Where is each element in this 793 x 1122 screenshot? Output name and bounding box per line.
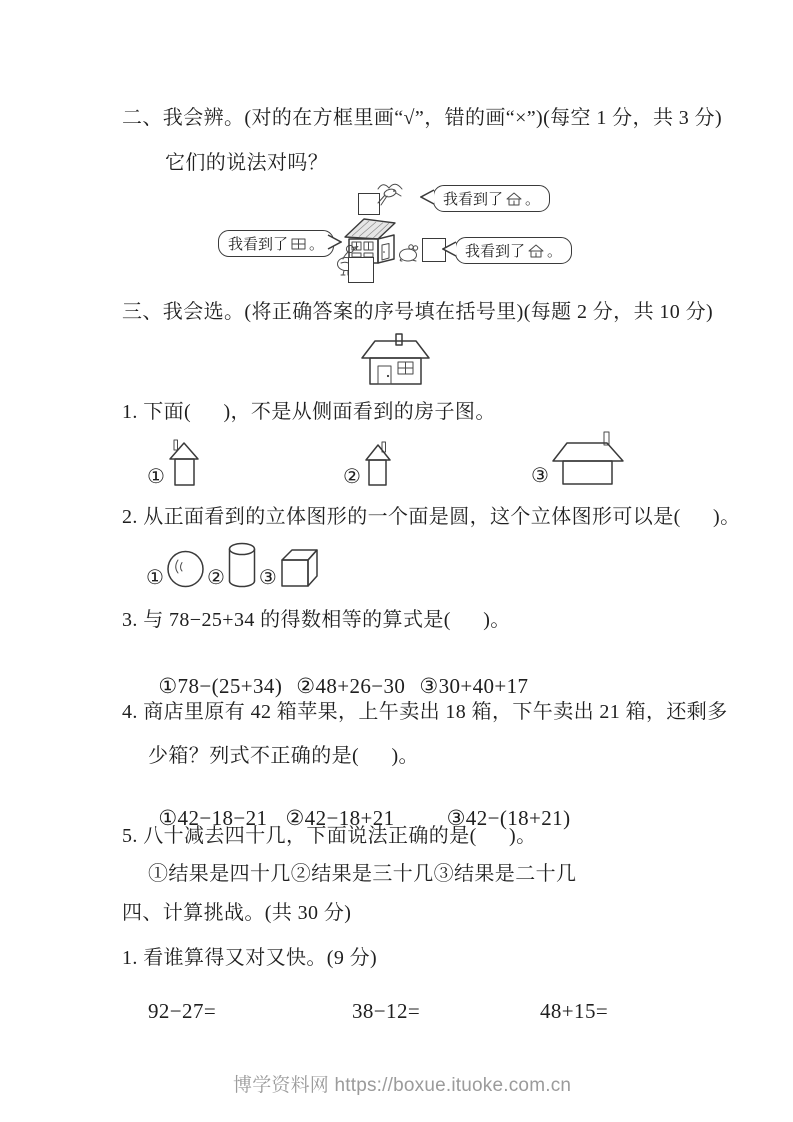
q4-option-2: ②42−18+21	[285, 806, 395, 830]
house-views-illustration	[0, 178, 793, 296]
frog-icon	[398, 242, 420, 262]
bubble-left-text: 我看到了	[228, 237, 289, 253]
bubble-right-period: 。	[547, 244, 563, 260]
bubble-top-period: 。	[525, 192, 541, 208]
section3-heading: 三、我会选。(将正确答案的序号填在括号里)(每题 2 分，共 10 分)	[122, 301, 714, 323]
q1-option-1	[147, 437, 201, 487]
q2-option-3-label: ③	[258, 567, 277, 589]
q1-text: 1. 下面( )，不是从侧面看到的房子图。	[122, 401, 496, 423]
q3-option-1: ①78−(25+34)	[158, 674, 283, 698]
q3-options	[147, 649, 528, 699]
house-side-icon-1	[167, 437, 201, 487]
answer-box-bottom	[348, 257, 374, 283]
mini-window-icon	[291, 238, 306, 250]
calc-problem-2: 38−12=	[352, 999, 421, 1023]
bubble-pointer	[442, 241, 457, 257]
q4-text-line1: 4. 商店里原有 42 箱苹果，上午卖出 18 箱，下午卖出 21 箱，还剩多	[122, 701, 728, 723]
q1-option-3	[531, 430, 625, 486]
section4-heading: 四、计算挑战。(共 30 分)	[122, 902, 352, 924]
q2-options	[146, 542, 319, 588]
section2-heading: 二、我会辨。(对的在方框里画“√”，错的画“×”)(每空 1 分，共 3 分)	[122, 107, 723, 129]
bubble-pointer	[327, 234, 342, 250]
cylinder-icon	[227, 542, 257, 588]
bubble-right-text: 我看到了	[465, 244, 526, 260]
calc-problem-1: 92−27=	[148, 999, 217, 1023]
q1-option-2-label: ②	[343, 466, 361, 488]
q4-option-3: ③42−(18+21)	[446, 806, 571, 830]
q4-text-line2: 少箱？列式不正确的是( )。	[148, 745, 419, 767]
site-watermark: 博学资料网 https://boxue.ituoke.com.cn	[233, 1075, 572, 1096]
speech-bubble-right	[455, 237, 572, 264]
bubble-pointer	[420, 189, 435, 205]
q1-option-3-label: ③	[531, 465, 549, 487]
q1-option-2	[343, 440, 393, 487]
section4-q1-text: 1. 看谁算得又对又快。(9 分)	[122, 947, 378, 969]
q2-text: 2. 从正面看到的立体图形的一个面是圆，这个立体图形可以是( )。	[122, 506, 741, 528]
q5-options: ①结果是四十几②结果是三十几③结果是二十几	[148, 863, 577, 885]
cube-icon	[279, 547, 319, 588]
q4-option-1: ①42−18−21	[158, 806, 268, 830]
bubble-top-text: 我看到了	[443, 192, 504, 208]
speech-bubble-top	[433, 185, 550, 212]
q3-text: 3. 与 78−25+34 的得数相等的算式是( )。	[122, 609, 511, 631]
section2-prompt: 它们的说法对吗？	[165, 152, 329, 174]
mini-house-icon	[528, 244, 544, 258]
house-front-icon	[358, 333, 433, 386]
house-side-icon-2	[363, 440, 393, 487]
q3-option-3: ③30+40+17	[419, 674, 529, 698]
house-wide-icon	[551, 430, 625, 486]
bubble-left-period: 。	[309, 237, 325, 253]
speech-bubble-left	[218, 230, 334, 257]
mini-house-icon	[506, 192, 522, 206]
sphere-icon	[166, 548, 205, 588]
flying-bird-icon	[375, 180, 405, 208]
q2-option-2-label: ②	[206, 567, 225, 589]
q3-option-2: ②48+26−30	[296, 674, 406, 698]
q5-text: 5. 八十减去四十几，下面说法正确的是( )。	[122, 825, 537, 847]
q2-option-1-label: ①	[146, 567, 164, 589]
calc-problem-3: 48+15=	[540, 999, 609, 1023]
q1-option-1-label: ①	[147, 466, 165, 488]
